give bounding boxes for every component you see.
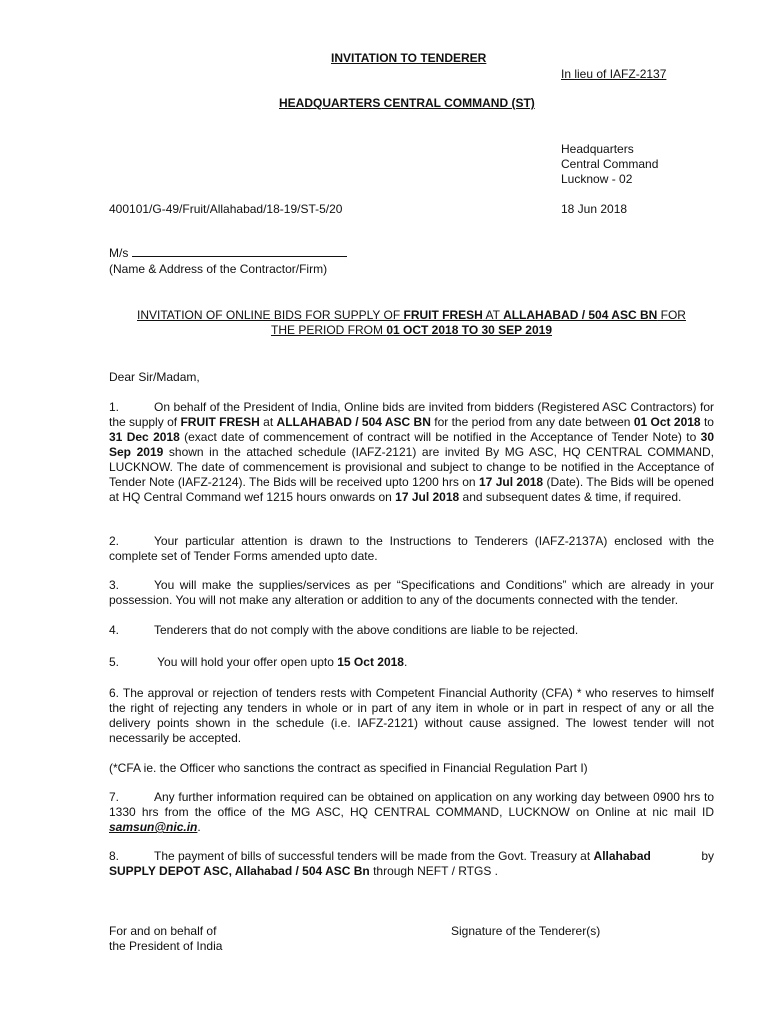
paragraph-3: 3. You will make the supplies/services as per “Specifications and Conditions” which are already in your possession. You will not make any alteration or addition to any of the documents connected with the tender. — [109, 578, 714, 607]
sender-address — [561, 142, 658, 187]
paragraph-8: 8. The payment of bills of successful tenders will be made from the Govt. Treasury at Allahabad by SUPPLY DEPOT ASC, Allahabad / 504 ASC Bn through NEFT / RTGS . — [109, 849, 714, 878]
issuer-signature-block — [109, 924, 222, 954]
paragraph-4: 4. Tenderers that do not comply with the above conditions are liable to be rejected. — [109, 623, 579, 637]
paragraph-5: 5. You will hold your offer open upto 15 Oct 2018. — [109, 655, 408, 669]
paragraph-7: 7. Any further information required can be obtained on application on any working day between 0900 hrs to 1330 hrs from the office of the MG ASC, HQ CENTRAL COMMAND, LUCKNOW on Online at nic mail ID samsun@nic.in. — [109, 790, 714, 834]
subject: INVITATION OF ONLINE BIDS FOR SUPPLY OF FRUIT FRESH AT ALLAHABAD / 504 ASC BN FOR THE PERIOD FROM 01 OCT 2018 TO 30 SEP 2019 — [137, 308, 686, 337]
address-line: Headquarters — [561, 142, 634, 156]
footer-line: the President of India — [109, 939, 223, 953]
paragraph-6: 6. The approval or rejection of tenders rests with Competent Financial Authority (CFA) * who reserves to himself the right of rejecting any tenders in whole or in part of any item in whole or in part in respect of any or all the delivery points shown in the schedule (i.e. IAFZ-2121) without cause assigned. The lowest tender will not necessarily be accepted. — [109, 686, 714, 745]
address-line: Lucknow - 02 — [561, 172, 633, 186]
reference-number: 400101/G-49/Fruit/Allahabad/18-19/ST-5/20 — [109, 202, 343, 216]
tenderer-signature-label: Signature of the Tenderer(s) — [451, 924, 601, 938]
paragraph-2: 2. Your particular attention is drawn to the Instructions to Tenderers (IAFZ-2137A) enclosed with the complete set of Tender Forms amended upto date. — [109, 534, 714, 563]
document-title: INVITATION TO TENDERER — [331, 51, 487, 65]
hq-title: HEADQUARTERS CENTRAL COMMAND (ST) — [279, 96, 535, 110]
address-line: Central Command — [561, 157, 659, 171]
paragraph-1: 1. On behalf of the President of India, Online bids are invited from bidders (Registered ASC Contractors) for the supply of FRUIT FRESH at ALLAHABAD / 504 ASC BN for the period from any date between 01 Oct 2018 to 31 Dec 2018 (exact date of commencement of contract will be notified in the Acceptance of Tender Note) to 30 Sep 2019 shown in the attached schedule (IAFZ-2121) are invited By MG ASC, HQ CENTRAL COMMAND, LUCKNOW. The date of commencement is provisional and subject to change to be notified in the Acceptance of Tender Note (IAFZ-2124). The Bids will be received upto 1200 hrs on 17 Jul 2018 (Date). The Bids will be opened at HQ Central Command wef 1215 hours onwards on 17 Jul 2018 and subsequent dates & time, if required. — [109, 400, 714, 504]
salutation: Dear Sir/Madam, — [109, 370, 200, 384]
recipient-line: M/s — [109, 246, 347, 260]
cfa-note: (*CFA ie. the Officer who sanctions the contract as specified in Financial Regulation Part I) — [109, 761, 588, 775]
letter-date: 18 Jun 2018 — [561, 202, 628, 216]
recipient-note: (Name & Address of the Contractor/Firm) — [109, 262, 328, 276]
email-link[interactable]: samsun@nic.in — [109, 820, 198, 834]
in-lieu-note: In lieu of IAFZ-2137 — [561, 67, 667, 81]
footer-line: For and on behalf of — [109, 924, 217, 938]
blank-line — [132, 246, 347, 257]
